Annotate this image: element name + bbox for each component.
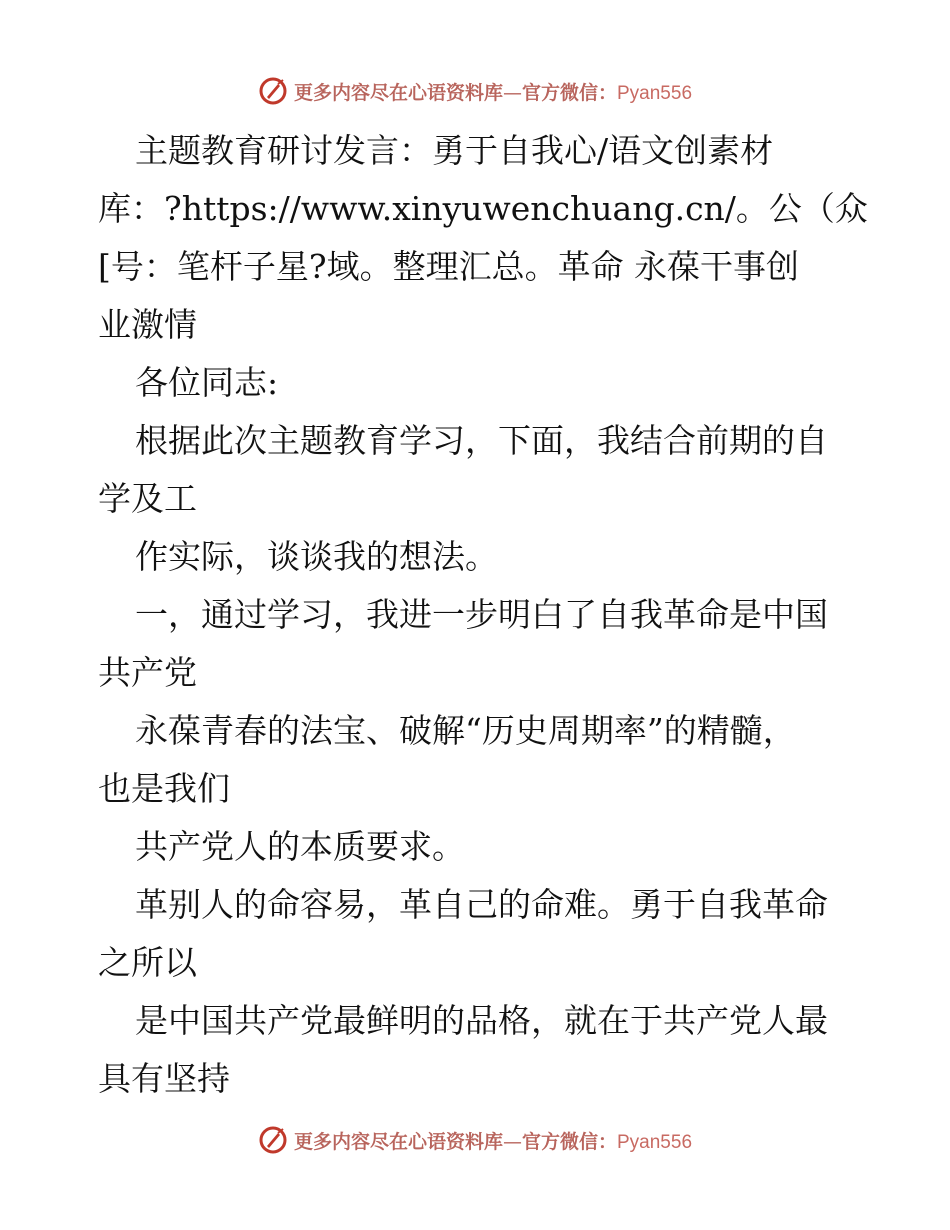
banner-separator: — bbox=[502, 81, 522, 104]
body-line: 永葆青春的法宝、破解“历史周期率”的精髓， bbox=[135, 711, 796, 750]
quill-circle-icon bbox=[258, 1125, 288, 1155]
body-line: 学及工 bbox=[98, 479, 197, 518]
banner-label: 官方微信： bbox=[521, 1130, 617, 1153]
footer-watermark-banner bbox=[0, 1120, 950, 1160]
banner-handle: Pyan556 bbox=[617, 1131, 693, 1153]
header-watermark-banner bbox=[0, 71, 950, 111]
body-line: 共产党 bbox=[98, 653, 197, 692]
document-body bbox=[98, 122, 868, 1108]
banner-handle: Pyan556 bbox=[617, 82, 693, 104]
banner-label: 官方微信： bbox=[521, 81, 617, 104]
body-line: 业激情 bbox=[98, 305, 197, 344]
body-line: 各位同志: bbox=[135, 363, 279, 402]
banner-text bbox=[294, 1127, 692, 1154]
body-line: 革别人的命容易，革自己的命难。勇于自我革命 bbox=[135, 885, 828, 924]
body-line: 也是我们 bbox=[98, 769, 230, 808]
body-line: 作实际，谈谈我的想法。 bbox=[135, 537, 498, 576]
banner-separator: — bbox=[502, 1130, 522, 1153]
banner-brand: 更多内容尽在心语资料库 bbox=[293, 1130, 503, 1153]
body-line: [号：笔杆子星?域。整理汇总。革命 永葆干事创 bbox=[98, 247, 800, 286]
banner-brand: 更多内容尽在心语资料库 bbox=[293, 81, 503, 104]
body-line: 共产党人的本质要求。 bbox=[135, 827, 465, 866]
body-line: 库：?https://www.xinyuwenchuang.cn/。公（众 bbox=[98, 189, 868, 228]
quill-circle-icon bbox=[258, 76, 288, 106]
body-line: 具有坚持 bbox=[98, 1059, 230, 1098]
body-line: 根据此次主题教育学习，下面，我结合前期的自 bbox=[135, 421, 828, 460]
banner-text bbox=[294, 78, 692, 105]
body-line: 是中国共产党最鲜明的品格，就在于共产党人最 bbox=[135, 1001, 828, 1040]
body-line: 主题教育研讨发言：勇于自我心/语文创素材 bbox=[135, 131, 774, 170]
body-line: 之所以 bbox=[98, 943, 197, 982]
body-line: 一，通过学习，我进一步明白了自我革命是中国 bbox=[135, 595, 828, 634]
